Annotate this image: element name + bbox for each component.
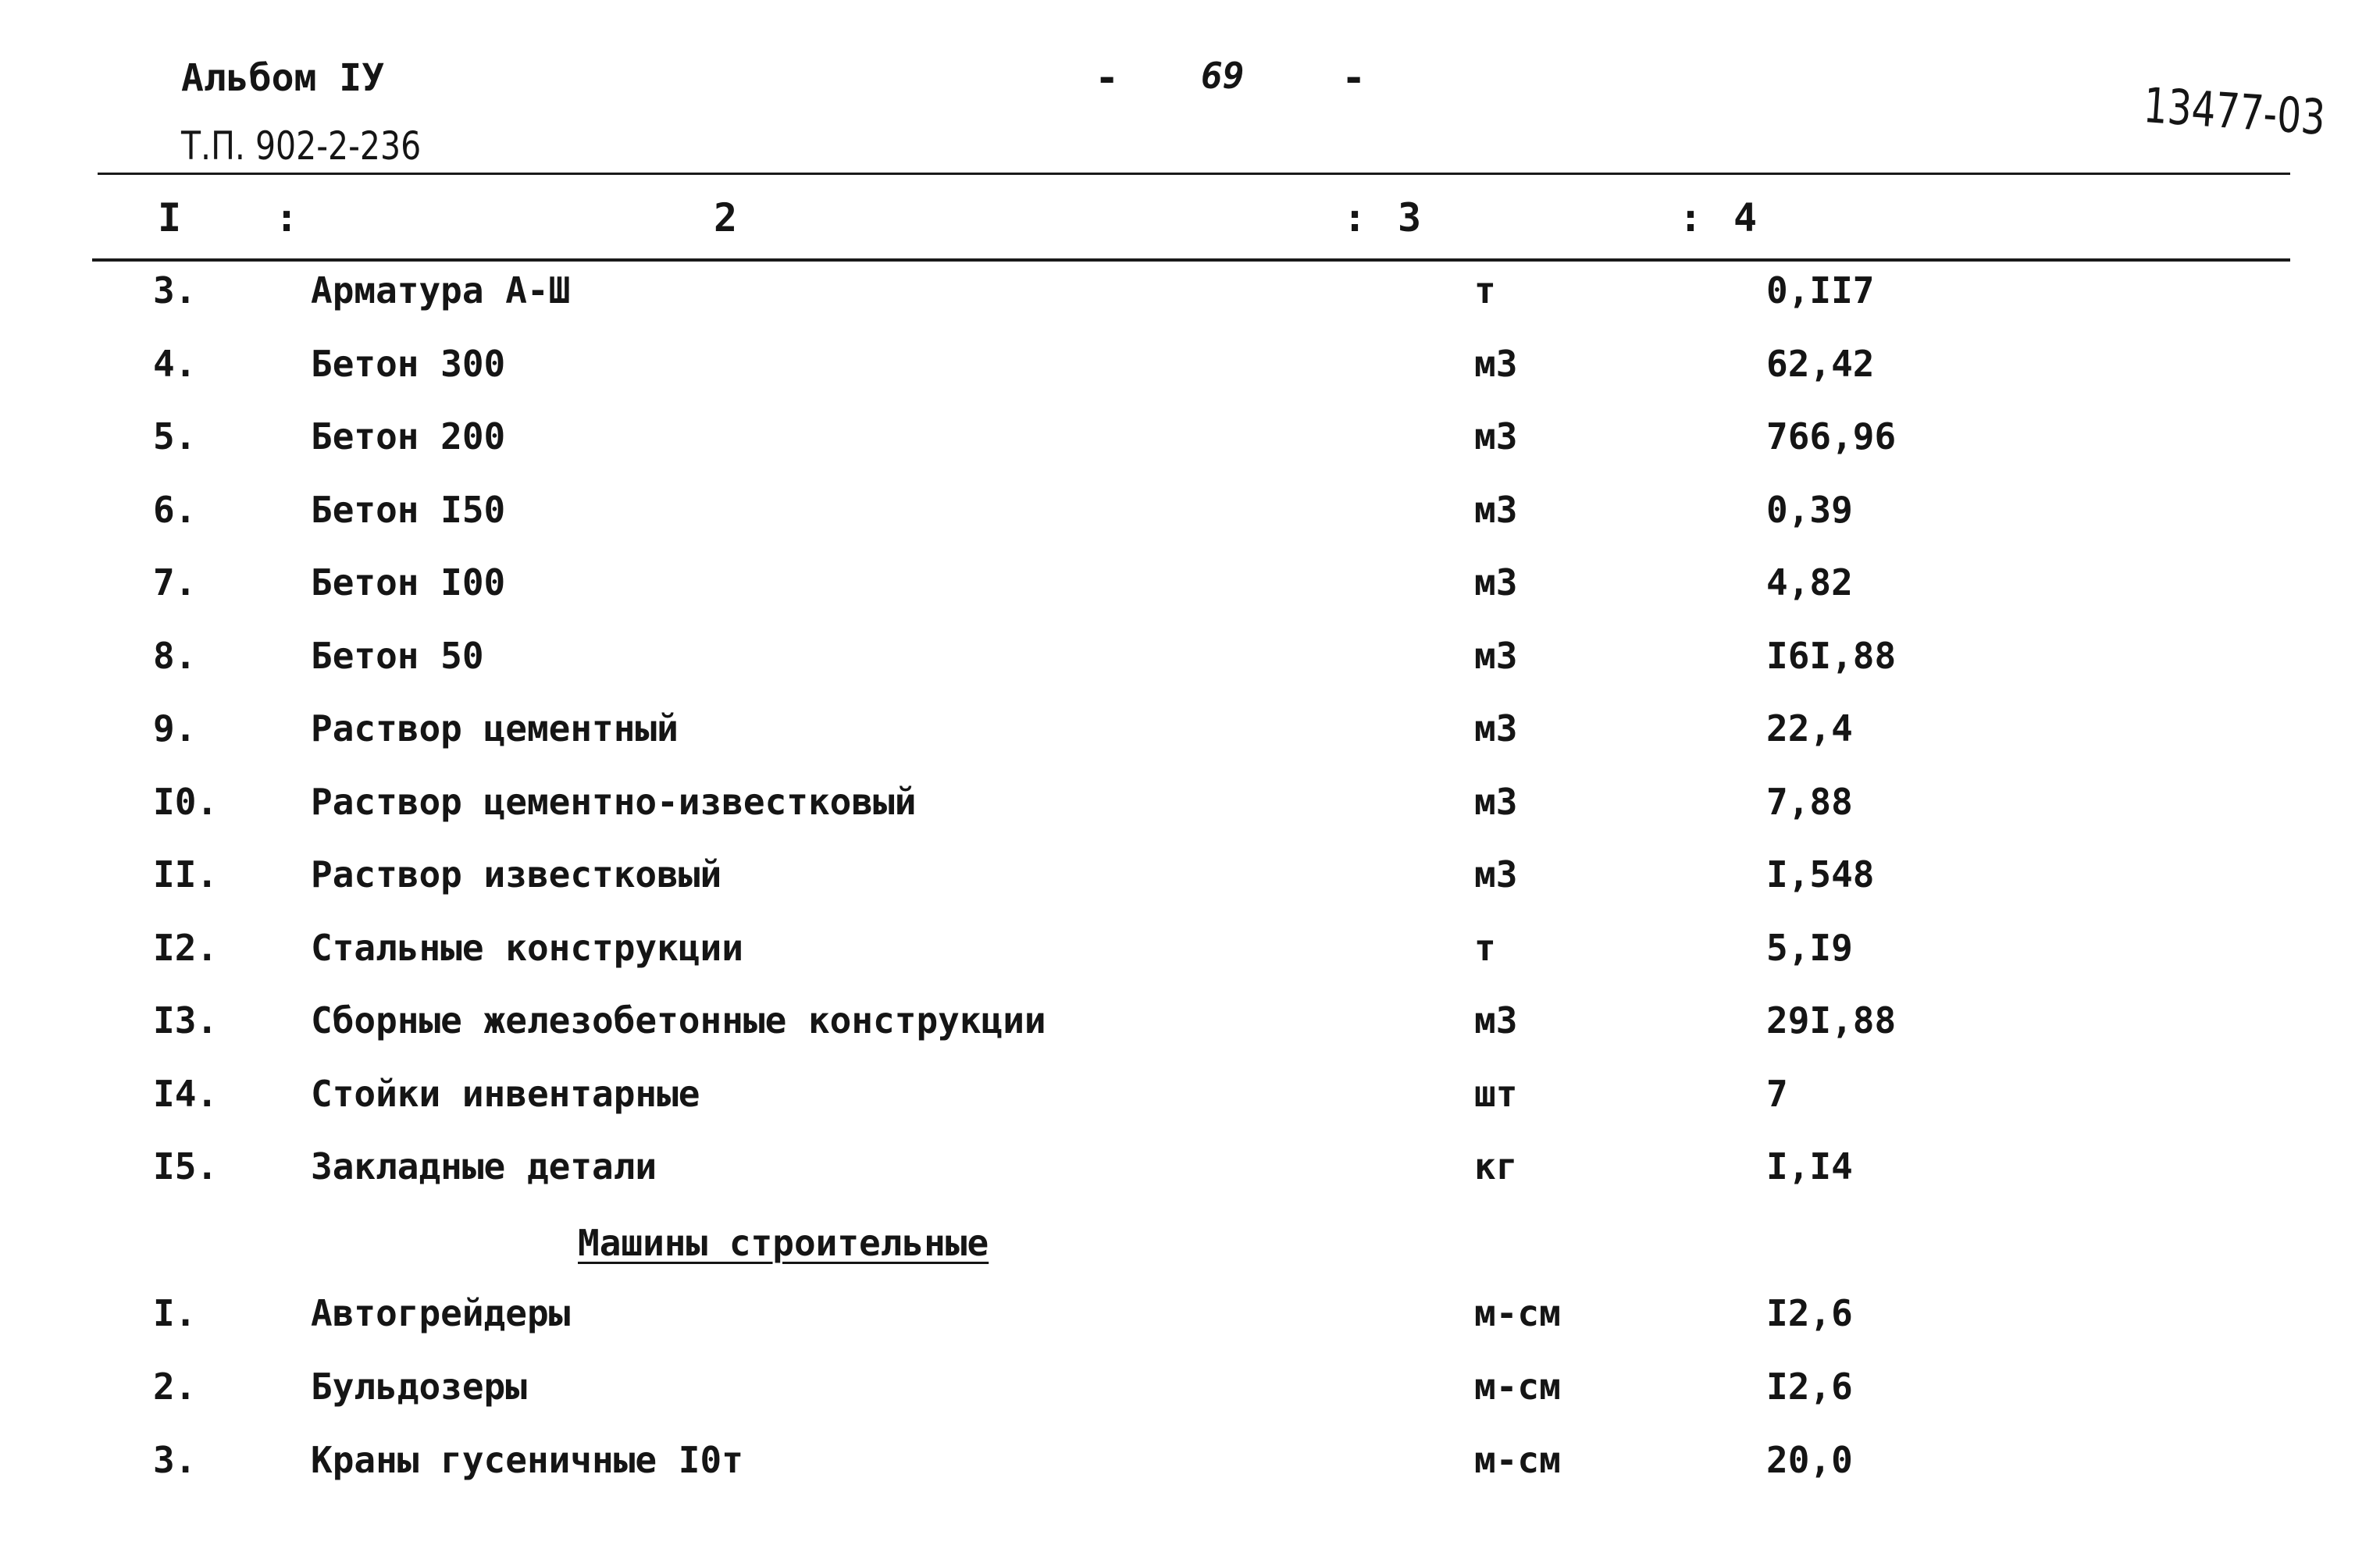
col-header-1: I [158,195,182,240]
item-name: Раствор известковый [311,853,722,896]
unit-cell: м3 [1474,561,1518,604]
item-name: Раствор цементно-известковый [311,780,917,823]
table-row [0,1073,2380,1135]
unit-cell: т [1474,269,1496,312]
table-row [0,635,2380,697]
col-header-3: 3 [1398,195,1422,240]
unit-cell: м3 [1474,707,1518,750]
col-sep-3: : [1679,195,1703,240]
project-code: Т.П. 902-2-236 [181,123,422,169]
unit-cell: м3 [1474,342,1518,385]
row-number: I4. [153,1072,219,1115]
row-number: 3. [153,1439,197,1481]
row-number: 7. [153,561,197,604]
quantity-cell: 20,0 [1766,1439,1853,1481]
col-header-4: 4 [1733,195,1758,240]
page-number: 69 [1201,55,1245,97]
quantity-cell: I,548 [1766,853,1875,896]
quantity-cell: I2,6 [1766,1366,1853,1408]
col-sep-1: : [275,195,299,240]
table-row [0,853,2380,916]
item-name: Закладные детали [311,1145,657,1188]
unit-cell: м3 [1474,853,1518,896]
table-row [0,343,2380,405]
table-row [0,781,2380,843]
item-name: Раствор цементный [311,707,679,750]
unit-cell: м-см [1474,1439,1561,1481]
table-row [0,1145,2380,1208]
row-number: I0. [153,780,219,823]
table-row [0,1439,2380,1501]
unit-cell: шт [1474,1072,1518,1115]
item-name: Бетон 50 [311,634,484,677]
table-row [0,999,2380,1062]
unit-cell: т [1474,926,1496,969]
quantity-cell: 766,96 [1766,415,1897,458]
table-row [0,489,2380,551]
quantity-cell: I,I4 [1766,1145,1853,1188]
table-row [0,269,2380,332]
document-stamp: 13477-03 [2141,77,2328,147]
quantity-cell: 29I,88 [1766,999,1897,1042]
row-number: 8. [153,634,197,677]
item-name: Стальные конструкции [311,926,743,969]
table-row [0,707,2380,770]
item-name: Бетон I50 [311,488,506,531]
row-number: 5. [153,415,197,458]
unit-cell: м-см [1474,1292,1561,1334]
row-number: I2. [153,926,219,969]
table-row [0,927,2380,989]
quantity-cell: I2,6 [1766,1292,1853,1334]
item-name: Стойки инвентарные [311,1072,700,1115]
quantity-cell: 5,I9 [1766,926,1853,969]
row-number: 3. [153,269,197,312]
item-name: Автогрейдеры [311,1292,571,1334]
unit-cell: м3 [1474,488,1518,531]
quantity-cell: 0,39 [1766,488,1853,531]
unit-cell: м3 [1474,780,1518,823]
quantity-cell: 0,II7 [1766,269,1875,312]
section-title: Машины строительные [578,1222,989,1264]
col-sep-2: : [1343,195,1367,240]
quantity-cell: 22,4 [1766,707,1853,750]
row-number: II. [153,853,219,896]
unit-cell: кг [1474,1145,1518,1188]
row-number: I5. [153,1145,219,1188]
row-number: I3. [153,999,219,1042]
table-row [0,415,2380,478]
quantity-cell: I6I,88 [1766,634,1897,677]
row-number: 2. [153,1366,197,1408]
item-name: Бульдозеры [311,1366,527,1408]
item-name: Бетон 300 [311,342,506,385]
item-name: Сборные железобетонные конструкции [311,999,1046,1042]
table-row [0,1366,2380,1428]
unit-cell: м3 [1474,634,1518,677]
quantity-cell: 7 [1766,1072,1788,1115]
unit-cell: м3 [1474,999,1518,1042]
item-name: Бетон I00 [311,561,506,604]
row-number: 4. [153,342,197,385]
item-name: Краны гусеничные I0т [311,1439,743,1481]
top-rule [98,173,2290,175]
unit-cell: м3 [1474,415,1518,458]
quantity-cell: 7,88 [1766,780,1853,823]
album-label: Альбом IУ [181,56,385,100]
header-rule [92,258,2290,262]
item-name: Бетон 200 [311,415,506,458]
row-number: 6. [153,488,197,531]
table-row [0,1292,2380,1355]
row-number: I. [153,1292,197,1334]
unit-cell: м-см [1474,1366,1561,1408]
row-number: 9. [153,707,197,750]
page-dash-right: - [1341,55,1366,101]
item-name: Арматура А-Ш [311,269,571,312]
page-dash-left: - [1095,55,1120,101]
col-header-2: 2 [714,195,738,240]
quantity-cell: 62,42 [1766,342,1875,385]
table-row [0,561,2380,624]
quantity-cell: 4,82 [1766,561,1853,604]
